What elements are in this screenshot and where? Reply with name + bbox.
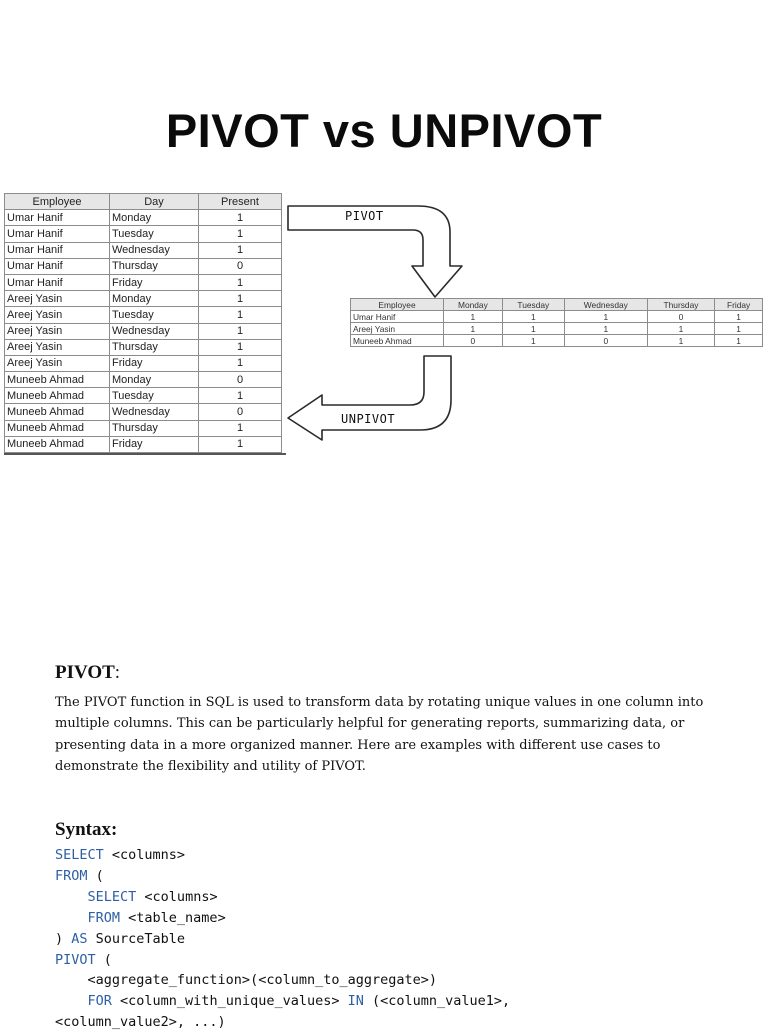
- table-cell: Umar Hanif: [5, 258, 110, 274]
- table-cell: 0: [199, 404, 282, 420]
- code-text: <aggregate_function>(<column_to_aggregate>): [55, 972, 438, 989]
- table-cell: 1: [199, 388, 282, 404]
- table-cell: 1: [199, 274, 282, 290]
- code-text: <table_name>: [120, 909, 226, 926]
- table-cell: 1: [199, 226, 282, 242]
- table-cell: Umar Hanif: [5, 274, 110, 290]
- column-header: Employee: [351, 299, 444, 311]
- column-header: Thursday: [647, 299, 714, 311]
- code-text: <column_with_unique_values>: [111, 993, 348, 1010]
- table-cell: Umar Hanif: [5, 226, 110, 242]
- table-cell: Monday: [110, 372, 199, 388]
- table-cell: 1: [199, 339, 282, 355]
- table-cell: 1: [715, 311, 763, 323]
- page-title: PIVOT vs UNPIVOT: [165, 104, 603, 157]
- code-line: [55, 910, 226, 926]
- code-text: (: [95, 951, 112, 968]
- wide-table-header-row: [351, 299, 763, 311]
- table-cell: 1: [199, 210, 282, 226]
- table-row: [351, 311, 763, 323]
- column-header: Monday: [444, 299, 503, 311]
- table-cell: Monday: [110, 291, 199, 307]
- code-text: [55, 889, 88, 905]
- table-cell: Areej Yasin: [5, 339, 110, 355]
- table-cell: 1: [199, 420, 282, 436]
- table-cell: 1: [715, 335, 763, 347]
- column-header: Employee: [5, 194, 110, 210]
- unpivot-arrow-icon: [288, 356, 451, 440]
- wide-table-body: [351, 311, 763, 347]
- pivot-heading: [55, 662, 120, 684]
- table-cell: 0: [564, 335, 647, 347]
- table-row: [351, 335, 763, 347]
- table-cell: 1: [564, 323, 647, 335]
- column-header: Tuesday: [502, 299, 564, 311]
- table-cell: Friday: [110, 436, 199, 452]
- code-keyword: FROM: [55, 867, 88, 884]
- code-line: [55, 889, 218, 905]
- table-cell: 1: [502, 335, 564, 347]
- table-cell: Umar Hanif: [5, 242, 110, 258]
- table-cell: Areej Yasin: [5, 307, 110, 323]
- table-cell: Umar Hanif: [351, 311, 444, 323]
- table-cell: 0: [199, 258, 282, 274]
- code-keyword: FROM: [87, 909, 121, 926]
- table-cell: 1: [647, 323, 714, 335]
- code-line: [55, 931, 185, 947]
- table-cell: Thursday: [110, 339, 199, 355]
- arrows-diagram: [0, 0, 768, 460]
- code-keyword: AS: [71, 930, 88, 947]
- wide-format-table: [350, 298, 763, 347]
- code-text: [55, 910, 88, 926]
- syntax-code-block: [55, 845, 510, 1033]
- code-text: <columns>: [103, 847, 186, 863]
- syntax-heading: Syntax:: [55, 819, 118, 840]
- table-cell: Wednesday: [110, 242, 199, 258]
- table-cell: Friday: [110, 274, 199, 290]
- pivot-arrow-label: PIVOT: [345, 209, 384, 223]
- table-cell: 1: [199, 242, 282, 258]
- table-cell: 1: [647, 335, 714, 347]
- code-text: <columns>: [136, 888, 218, 905]
- table-cell: 0: [444, 335, 503, 347]
- table-cell: Areej Yasin: [5, 323, 110, 339]
- table-cell: Wednesday: [110, 404, 199, 420]
- table-cell: 1: [502, 311, 564, 323]
- table-cell: Friday: [110, 355, 199, 371]
- table-cell: Muneeb Ahmad: [5, 420, 110, 436]
- table-cell: Muneeb Ahmad: [5, 404, 110, 420]
- table-cell: Tuesday: [110, 388, 199, 404]
- table-cell: 1: [199, 436, 282, 452]
- table-cell: 1: [564, 311, 647, 323]
- pivot-description: The PIVOT function in SQL is used to transform data by rotating unique values in one column into multiple columns. This can be particularly helpful for generating reports, summarizing data, or presenting data in a more organized manner. Here are examples with different use cases to demonstrate the flexibility and utility of PIVOT.: [55, 695, 704, 774]
- code-text: ): [55, 930, 72, 947]
- table-cell: 1: [199, 355, 282, 371]
- pivot-heading-text: PIVOT: [55, 662, 115, 683]
- table-cell: 1: [715, 323, 763, 335]
- table-cell: 1: [444, 311, 503, 323]
- table-cell: 0: [199, 372, 282, 388]
- code-text: <column_value2>, ...): [55, 1014, 226, 1031]
- column-header: Day: [110, 194, 199, 210]
- table-cell: Areej Yasin: [5, 291, 110, 307]
- code-text: (<column_value1>,: [363, 993, 511, 1010]
- code-text: [55, 993, 88, 1009]
- table-cell: Muneeb Ahmad: [5, 388, 110, 404]
- code-line: [55, 993, 510, 1009]
- column-header: Present: [199, 194, 282, 210]
- table-cell: Areej Yasin: [351, 323, 444, 335]
- code-keyword: SELECT: [87, 888, 137, 905]
- table-cell: 1: [199, 291, 282, 307]
- code-keyword: PIVOT: [55, 951, 96, 968]
- code-text: (: [87, 867, 104, 884]
- code-text: SourceTable: [87, 930, 186, 947]
- table-cell: Thursday: [110, 258, 199, 274]
- code-line: [55, 868, 104, 884]
- code-keyword: IN: [347, 993, 364, 1010]
- table-cell: Muneeb Ahmad: [351, 335, 444, 347]
- table-cell: Umar Hanif: [5, 210, 110, 226]
- code-line: [55, 972, 437, 988]
- unpivot-arrow-label: UNPIVOT: [341, 412, 396, 426]
- column-header: Friday: [715, 299, 763, 311]
- code-line: [55, 1014, 226, 1030]
- table-row: [351, 323, 763, 335]
- table-cell: Thursday: [110, 420, 199, 436]
- table-cell: Areej Yasin: [5, 355, 110, 371]
- code-line: [55, 952, 112, 968]
- table-cell: 1: [199, 307, 282, 323]
- table-cell: Tuesday: [110, 226, 199, 242]
- table-cell: 0: [647, 311, 714, 323]
- table-cell: Tuesday: [110, 307, 199, 323]
- code-line: [55, 847, 185, 863]
- table-cell: Wednesday: [110, 323, 199, 339]
- table-cell: Muneeb Ahmad: [5, 436, 110, 452]
- table-cell: 1: [444, 323, 503, 335]
- code-keyword: FOR: [87, 993, 112, 1010]
- table-cell: Muneeb Ahmad: [5, 372, 110, 388]
- code-keyword: SELECT: [55, 847, 104, 863]
- table-cell: Monday: [110, 210, 199, 226]
- table-cell: 1: [502, 323, 564, 335]
- pivot-heading-colon: :: [114, 662, 121, 683]
- table-cell: 1: [199, 323, 282, 339]
- column-header: Wednesday: [564, 299, 647, 311]
